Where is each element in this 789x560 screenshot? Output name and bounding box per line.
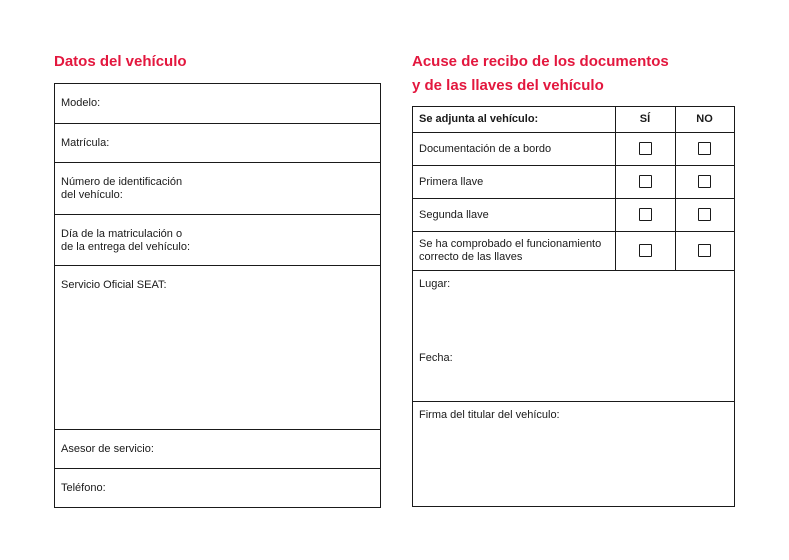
phone-field[interactable] xyxy=(55,469,380,507)
second-key-yes-checkbox[interactable] xyxy=(639,208,652,221)
vin-label: Número de identificación del vehículo: xyxy=(61,176,183,201)
checklist-row-first-key xyxy=(413,166,734,199)
service-dealer-field[interactable] xyxy=(55,266,380,430)
second-key-label: Segunda llave xyxy=(419,209,489,221)
documents-yes-checkbox[interactable] xyxy=(639,142,652,155)
checklist-row-key-check xyxy=(413,232,734,271)
vin-field[interactable] xyxy=(55,163,380,215)
receipt-title: Acuse de recibo de los documentos y de las llaves del vehículo xyxy=(412,53,669,94)
model-field[interactable] xyxy=(55,84,380,124)
receipt-form xyxy=(412,106,735,507)
header-yes: SÍ xyxy=(639,113,651,125)
documents-no-checkbox[interactable] xyxy=(698,142,711,155)
header-no: NO xyxy=(696,113,713,125)
key-check-yes-checkbox[interactable] xyxy=(639,244,652,257)
service-advisor-label: Asesor de servicio: xyxy=(61,443,154,455)
vehicle-data-form xyxy=(54,83,381,508)
vehicle-data-title: Datos del vehículo xyxy=(54,53,187,70)
model-label: Modelo: xyxy=(61,97,101,109)
header-item-label: Se adjunta al vehículo: xyxy=(419,113,539,125)
date-label: Fecha: xyxy=(419,352,453,364)
plate-label: Matrícula: xyxy=(61,137,110,149)
first-key-yes-checkbox[interactable] xyxy=(639,175,652,188)
key-check-no-checkbox[interactable] xyxy=(698,244,711,257)
plate-field[interactable] xyxy=(55,124,380,163)
registration-date-label: Día de la matriculación o de la entrega del vehículo: xyxy=(61,228,191,253)
registration-date-field[interactable] xyxy=(55,215,380,266)
checklist-header xyxy=(413,107,734,133)
documents-label: Documentación de a bordo xyxy=(419,143,552,155)
place-date-field[interactable] xyxy=(413,271,734,402)
first-key-no-checkbox[interactable] xyxy=(698,175,711,188)
signature-field[interactable] xyxy=(413,402,734,506)
checklist-row-second-key xyxy=(413,199,734,232)
first-key-label: Primera llave xyxy=(419,176,484,188)
place-label: Lugar: xyxy=(419,278,451,290)
service-dealer-label: Servicio Oficial SEAT: xyxy=(61,279,167,291)
service-advisor-field[interactable] xyxy=(55,430,380,469)
phone-label: Teléfono: xyxy=(61,482,106,494)
second-key-no-checkbox[interactable] xyxy=(698,208,711,221)
signature-label: Firma del titular del vehículo: xyxy=(419,409,560,421)
key-check-label: Se ha comprobado el funcionamiento correcto de las llaves xyxy=(419,238,602,263)
checklist-row-documents xyxy=(413,133,734,166)
